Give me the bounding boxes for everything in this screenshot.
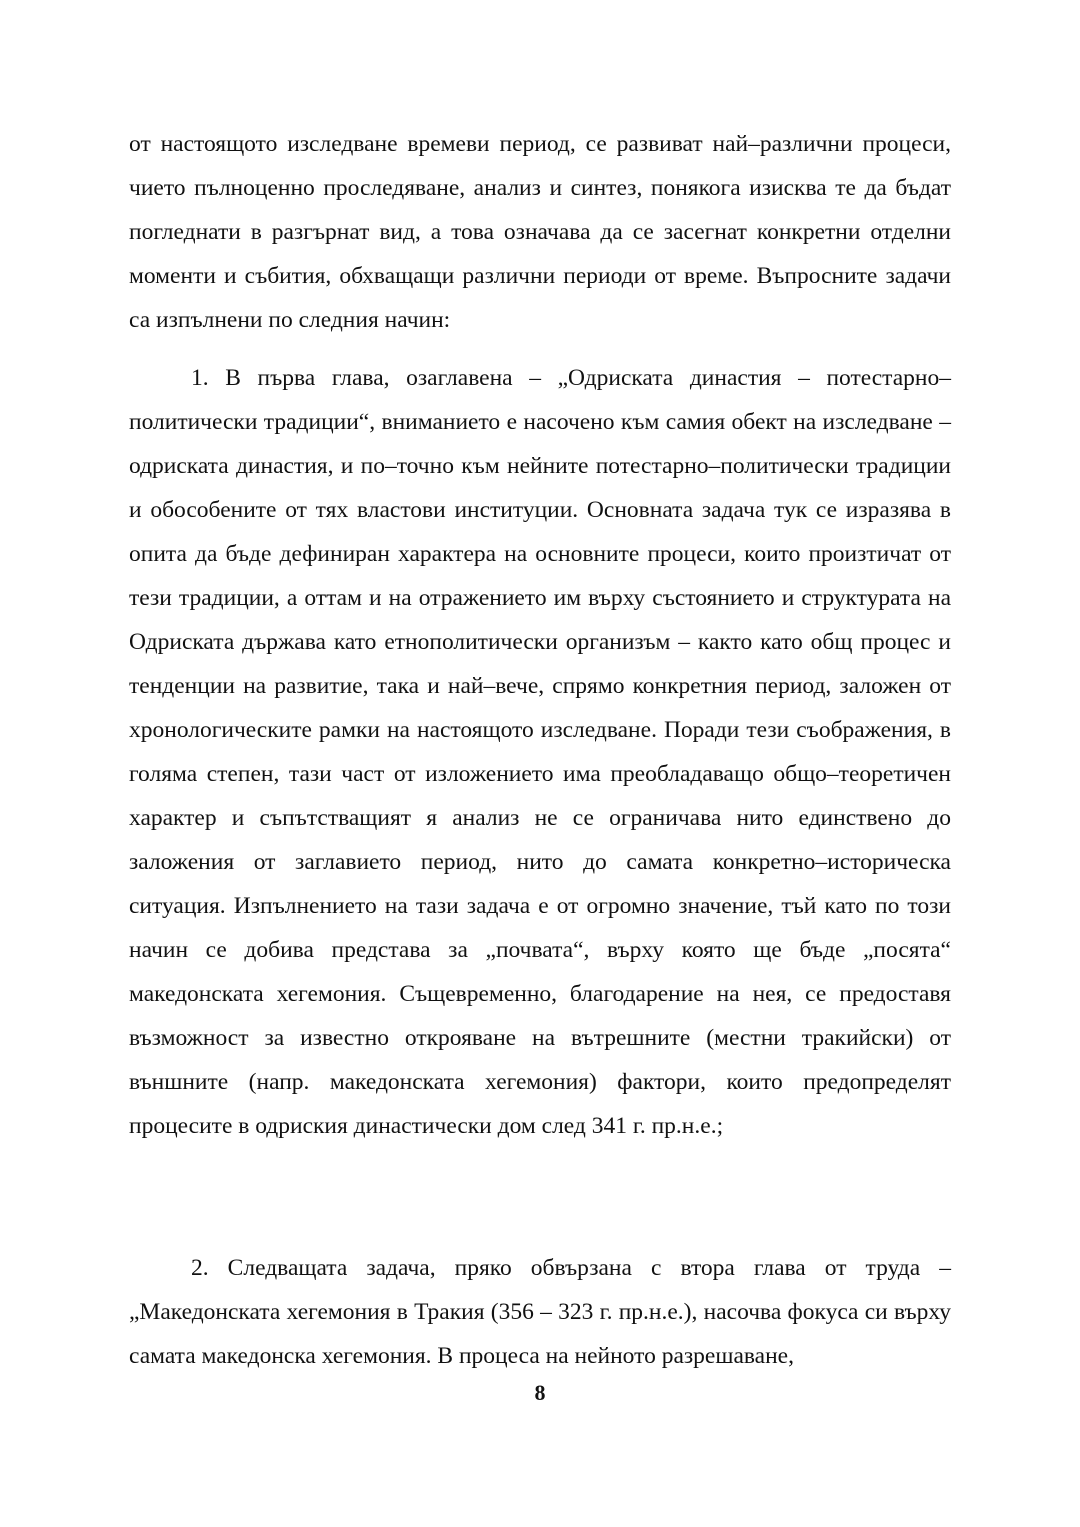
paragraph-intro-continuation: от настоящото изследване времеви период, се развиват най–различни процеси, чието пълноценно проследяване, анализ и синтез, понякога изисква те да бъдат погледнати в разгърнат вид, а това означава да се засегнат конкретни отделни моменти и събития, обхващащи различни периоди от време. Въпросните задачи са изпълнени по следния начин: bbox=[129, 131, 951, 333]
paragraph-task-2: 2. Следващата задача, пряко обвързана с втора глава от труда – „Македонската хегемония в Тракия (356 – 323 г. пр.н.е.), насочва фокуса си върху самата македонска хегемония. В процеса на нейното разрешаване, bbox=[129, 1255, 951, 1369]
paragraph-task-1: 1. В първа глава, озаглавена – „Одриската династия – потестарно–политически традиции“, вниманието е насочено към самия обект на изследване – одриската династия, и по–точно към нейните потестарно–политически традиции и обособените от тях властови институции. Основната задача тук се изразява в опита да бъде дефиниран характера на основните процеси, които произтичат от тези традиции, а оттам и на отражението им върху състоянието и структурата на Одриската държава като етнополитически организъм – както като общ процес и тенденции на развитие, така и най–вече, спрямо конкретния период, заложен от хронологическите рамки на настоящото изследване. Поради тези съображения, в голяма степен, тази част от изложението има преобладаващо общо–теоретичен характер и съпътстващият я анализ не се ограничава нито единствено до заложения от заглавието период, нито до самата конкретно–историческа ситуация. Изпълнението на тази задача е от огромно значение, тъй като по този начин се добива представа за „почвата“, върху която ще бъде „посята“ македонската хегемония. Същевременно, благодарение на нея, се предоставя възможност за известно открояване на вътрешните (местни тракийски) от външните (напр. македонската хегемония) фактори, които предопределят процесите в одриския династически дом след 341 г. пр.н.е.; bbox=[129, 365, 951, 1139]
page-number: 8 bbox=[534, 1380, 546, 1405]
